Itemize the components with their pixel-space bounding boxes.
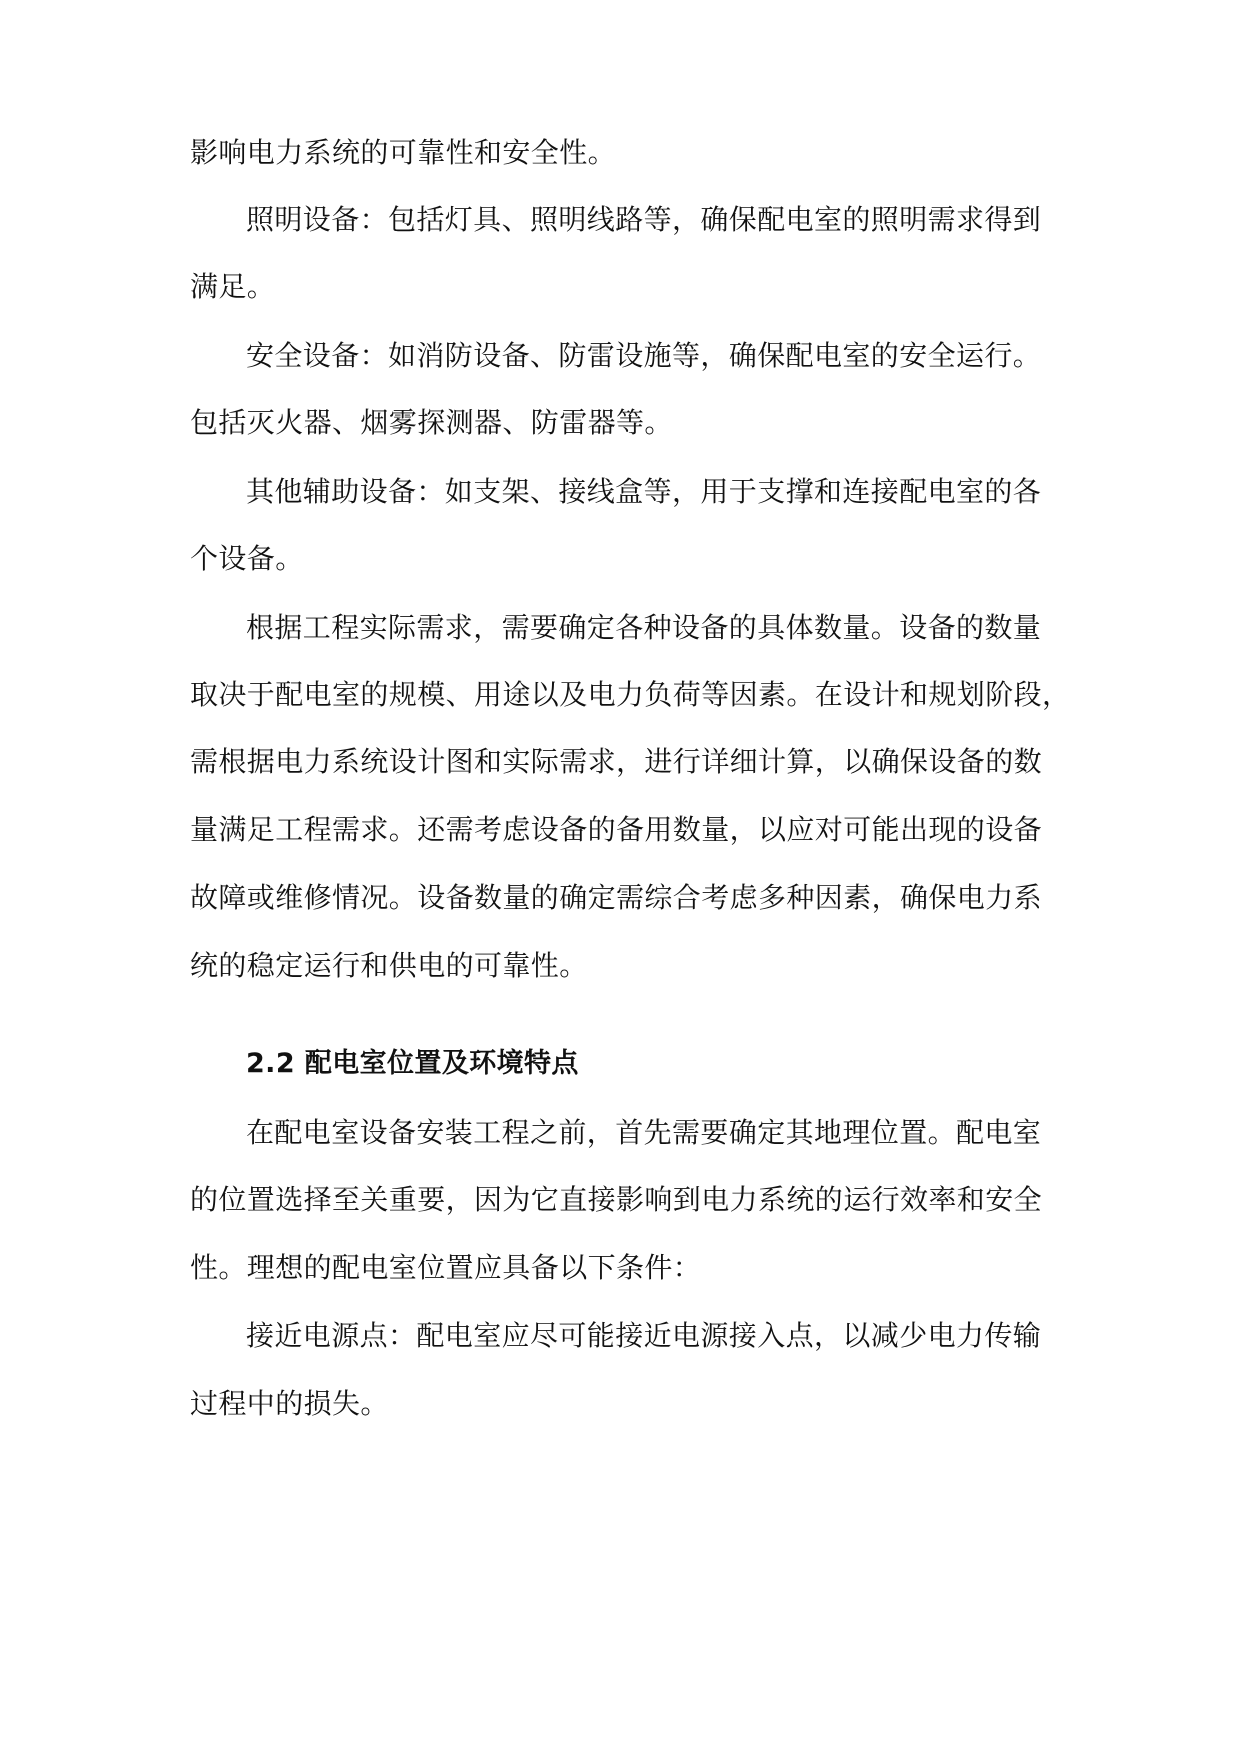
section-heading: 2.2 配电室位置及环境特点	[246, 1048, 579, 1079]
text-line: 过程中的损失。	[190, 1387, 389, 1420]
text-line: 其他辅助设备：如支架、接线盒等，用于支撑和连接配电室的各	[246, 475, 1042, 508]
text-line: 个设备。	[190, 542, 304, 575]
text-line: 需根据电力系统设计图和实际需求，进行详细计算，以确保设备的数	[190, 745, 1043, 778]
text-line: 统的稳定运行和供电的可靠性。	[190, 949, 588, 982]
text-line: 性。理想的配电室位置应具备以下条件：	[190, 1251, 702, 1284]
text-line: 照明设备：包括灯具、照明线路等，确保配电室的照明需求得到	[246, 203, 1042, 236]
text-line: 在配电室设备安装工程之前，首先需要确定其地理位置。配电室	[246, 1116, 1042, 1149]
text-line: 接近电源点：配电室应尽可能接近电源接入点，以减少电力传输	[246, 1319, 1042, 1352]
text-line: 安全设备：如消防设备、防雷设施等，确保配电室的安全运行。	[246, 339, 1042, 372]
text-line: 根据工程实际需求，需要确定各种设备的具体数量。设备的数量	[246, 611, 1042, 644]
text-line: 影响电力系统的可靠性和安全性。	[190, 136, 617, 169]
text-line: 包括灭火器、烟雾探测器、防雷器等。	[190, 406, 673, 439]
text-line: 故障或维修情况。设备数量的确定需综合考虑多种因素，确保电力系	[190, 881, 1043, 914]
text-line: 满足。	[190, 270, 276, 303]
text-line: 量满足工程需求。还需考虑设备的备用数量，以应对可能出现的设备	[190, 813, 1043, 846]
text-line: 取决于配电室的规模、用途以及电力负荷等因素。在设计和规划阶段，	[190, 678, 1071, 711]
text-line: 的位置选择至关重要，因为它直接影响到电力系统的运行效率和安全	[190, 1183, 1043, 1216]
